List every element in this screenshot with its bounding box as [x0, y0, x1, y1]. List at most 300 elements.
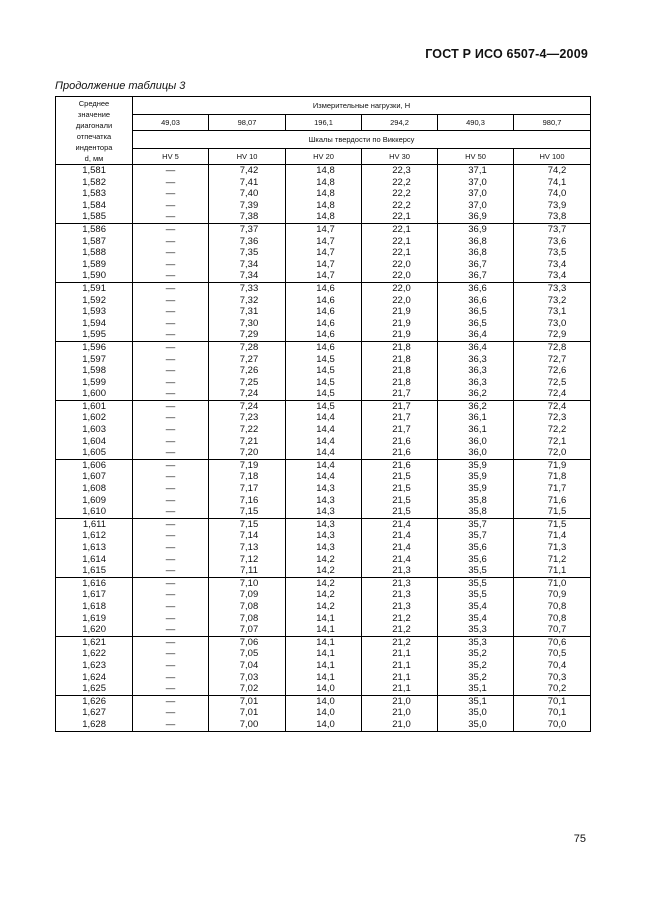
table-row-group: [56, 341, 591, 400]
value-hv20: 14,5: [316, 353, 335, 365]
cell-hv30: [362, 636, 438, 695]
scale-header: HV 10: [209, 149, 286, 165]
value-hv50: 35,6: [468, 553, 487, 565]
value-hv10: 7,21: [239, 435, 259, 447]
cell-hv5: [133, 459, 209, 518]
value-hv5: —: [165, 636, 176, 648]
value-hv100: 70,3: [547, 671, 567, 683]
value-d: 1,612: [82, 530, 106, 542]
value-d: 1,621: [82, 636, 106, 648]
document-standard-header: ГОСТ Р ИСО 6507-4—2009: [425, 47, 588, 61]
value-hv100: 70,8: [547, 612, 567, 624]
value-hv20: 14,6: [316, 282, 335, 294]
value-d: 1,601: [82, 400, 106, 412]
cell-hv30: [362, 459, 438, 518]
value-hv50: 35,6: [468, 542, 487, 553]
value-d: 1,628: [82, 718, 106, 730]
value-hv100: 73,0: [547, 317, 567, 329]
load-header: 490,3: [438, 115, 514, 131]
cell-hv5: [133, 223, 209, 282]
value-hv100: 73,4: [547, 270, 567, 282]
value-hv50: 36,5: [468, 306, 487, 318]
value-hv10: 7,28: [239, 341, 259, 353]
value-hv5: —: [165, 530, 176, 542]
value-hv30: 21,6: [392, 447, 411, 459]
value-hv100: 72,5: [547, 376, 567, 388]
value-hv10: 7,34: [239, 270, 259, 282]
value-hv20: 14,5: [316, 400, 335, 412]
value-hv100: 70,8: [547, 600, 567, 612]
value-d: 1,606: [82, 459, 106, 471]
value-hv100: 73,9: [547, 199, 567, 211]
value-hv10: 7,15: [239, 506, 259, 518]
cell-hv10: [209, 223, 286, 282]
value-hv100: 73,4: [547, 258, 567, 270]
cell-hv100: [514, 518, 591, 577]
table-row-group: [56, 400, 591, 459]
cell-hv20: [286, 695, 362, 731]
value-hv20: 14,2: [316, 565, 335, 577]
value-hv10: 7,18: [239, 471, 259, 483]
value-hv20: 14,6: [316, 294, 335, 306]
table-row-group: [56, 165, 591, 224]
value-hv100: 71,3: [547, 542, 567, 553]
value-hv30: 21,5: [392, 506, 411, 518]
value-hv5: —: [165, 671, 176, 683]
value-hv50: 35,1: [468, 695, 487, 707]
value-hv50: 35,4: [468, 612, 487, 624]
cell-hv100: [514, 223, 591, 282]
value-hv5: —: [165, 589, 176, 601]
value-hv20: 14,7: [316, 270, 335, 282]
value-hv100: 72,0: [547, 447, 567, 459]
value-hv20: 14,4: [316, 435, 335, 447]
value-hv100: 72,4: [547, 388, 567, 400]
value-hv50: 35,4: [468, 600, 487, 612]
cell-hv100: [514, 400, 591, 459]
value-hv30: 21,4: [392, 542, 411, 553]
value-hv50: 35,3: [468, 636, 487, 648]
table-row-group: [56, 459, 591, 518]
value-hv30: 22,0: [392, 258, 411, 270]
value-hv10: 7,14: [239, 530, 259, 542]
cell-d: [56, 341, 133, 400]
value-hv10: 7,01: [239, 695, 259, 707]
value-hv100: 70,5: [547, 648, 567, 660]
value-hv30: 21,7: [392, 424, 411, 436]
value-hv50: 36,9: [468, 211, 487, 223]
value-hv10: 7,42: [239, 165, 259, 176]
value-hv5: —: [165, 577, 176, 589]
value-hv100: 72,9: [547, 329, 567, 341]
value-hv10: 7,00: [239, 718, 259, 730]
cell-hv30: [362, 518, 438, 577]
value-hv5: —: [165, 211, 176, 223]
value-hv5: —: [165, 294, 176, 306]
value-hv30: 21,0: [392, 707, 411, 719]
value-hv20: 14,5: [316, 365, 335, 377]
cell-hv100: [514, 282, 591, 341]
value-hv100: 71,4: [547, 530, 567, 542]
value-hv50: 37,0: [468, 176, 487, 188]
cell-hv20: [286, 165, 362, 224]
value-hv100: 72,8: [547, 341, 567, 353]
value-hv100: 70,0: [547, 718, 567, 730]
value-hv30: 21,1: [392, 648, 411, 660]
value-d: 1,622: [82, 648, 106, 660]
value-d: 1,617: [82, 589, 106, 601]
cell-hv10: [209, 636, 286, 695]
value-hv10: 7,15: [239, 518, 259, 530]
value-hv100: 71,8: [547, 471, 567, 483]
cell-d: [56, 223, 133, 282]
value-hv5: —: [165, 435, 176, 447]
value-hv50: 35,3: [468, 624, 487, 636]
value-hv20: 14,3: [316, 518, 335, 530]
value-hv5: —: [165, 707, 176, 719]
value-hv50: 35,9: [468, 459, 487, 471]
value-hv10: 7,41: [239, 176, 259, 188]
value-d: 1,609: [82, 494, 106, 506]
value-hv20: 14,6: [316, 317, 335, 329]
value-hv20: 14,6: [316, 306, 335, 318]
value-hv10: 7,32: [239, 294, 259, 306]
value-hv5: —: [165, 188, 176, 200]
value-hv5: —: [165, 199, 176, 211]
value-hv10: 7,03: [239, 671, 259, 683]
value-hv30: 22,1: [392, 235, 411, 247]
cell-hv5: [133, 341, 209, 400]
cell-hv10: [209, 518, 286, 577]
scale-header: HV 100: [514, 149, 591, 165]
value-hv100: 72,6: [547, 365, 567, 377]
cell-hv100: [514, 165, 591, 224]
value-hv20: 14,8: [316, 211, 335, 223]
value-hv10: 7,25: [239, 376, 259, 388]
value-hv100: 70,6: [547, 636, 567, 648]
value-hv5: —: [165, 270, 176, 282]
cell-hv5: [133, 577, 209, 636]
value-hv50: 35,2: [468, 648, 487, 660]
value-hv30: 21,5: [392, 494, 411, 506]
value-hv100: 71,0: [547, 577, 567, 589]
table-row-group: [56, 518, 591, 577]
value-d: 1,624: [82, 671, 106, 683]
value-hv100: 71,7: [547, 483, 567, 495]
value-hv5: —: [165, 471, 176, 483]
value-hv50: 35,0: [468, 718, 487, 730]
value-hv5: —: [165, 176, 176, 188]
value-hv20: 14,3: [316, 506, 335, 518]
value-d: 1,610: [82, 506, 106, 518]
value-hv5: —: [165, 317, 176, 329]
value-hv10: 7,31: [239, 306, 259, 318]
scale-header: HV 5: [133, 149, 209, 165]
value-hv50: 36,3: [468, 365, 487, 377]
cell-hv100: [514, 341, 591, 400]
value-hv30: 21,2: [392, 624, 411, 636]
value-hv10: 7,08: [239, 612, 259, 624]
value-hv50: 35,8: [468, 506, 487, 518]
value-hv50: 36,1: [468, 412, 487, 424]
value-hv50: 37,0: [468, 199, 487, 211]
value-hv5: —: [165, 388, 176, 400]
value-d: 1,611: [82, 518, 106, 530]
value-hv30: 21,5: [392, 471, 411, 483]
cell-d: [56, 695, 133, 731]
value-hv100: 72,1: [547, 435, 567, 447]
cell-hv20: [286, 400, 362, 459]
value-hv5: —: [165, 459, 176, 471]
load-header: 49,03: [133, 115, 209, 131]
diagonal-header: Среднее значение диагонали отпечатка индентора d, мм: [56, 97, 133, 165]
value-hv20: 14,2: [316, 600, 335, 612]
cell-hv5: [133, 695, 209, 731]
load-header: 980,7: [514, 115, 591, 131]
value-hv10: 7,38: [239, 211, 259, 223]
value-hv5: —: [165, 553, 176, 565]
value-hv50: 35,1: [468, 683, 487, 695]
value-hv10: 7,10: [239, 577, 259, 589]
value-hv20: 14,2: [316, 553, 335, 565]
value-hv20: 14,7: [316, 235, 335, 247]
load-header: 98,07: [209, 115, 286, 131]
value-hv30: 21,8: [392, 376, 411, 388]
value-hv50: 36,6: [468, 282, 487, 294]
value-hv10: 7,12: [239, 553, 259, 565]
value-hv50: 36,7: [468, 270, 487, 282]
cell-d: [56, 282, 133, 341]
cell-hv5: [133, 400, 209, 459]
value-hv30: 22,1: [392, 247, 411, 259]
value-hv100: 70,2: [547, 683, 567, 695]
value-hv50: 36,0: [468, 435, 487, 447]
value-hv50: 36,7: [468, 258, 487, 270]
value-hv30: 22,3: [392, 165, 411, 176]
value-hv5: —: [165, 648, 176, 660]
value-hv100: 72,7: [547, 353, 567, 365]
value-d: 1,588: [82, 247, 106, 259]
cell-d: [56, 400, 133, 459]
value-hv10: 7,05: [239, 648, 259, 660]
value-hv5: —: [165, 400, 176, 412]
value-hv30: 21,6: [392, 435, 411, 447]
value-hv5: —: [165, 659, 176, 671]
cell-hv10: [209, 341, 286, 400]
value-hv30: 22,0: [392, 282, 411, 294]
value-hv5: —: [165, 306, 176, 318]
value-d: 1,582: [82, 176, 106, 188]
value-d: 1,590: [82, 270, 106, 282]
value-hv5: —: [165, 518, 176, 530]
value-hv50: 37,1: [468, 165, 487, 176]
page-number: 75: [573, 833, 586, 845]
value-hv50: 35,9: [468, 483, 487, 495]
value-hv30: 21,8: [392, 341, 411, 353]
value-hv20: 14,5: [316, 388, 335, 400]
value-hv50: 35,5: [468, 589, 487, 601]
cell-hv5: [133, 282, 209, 341]
value-hv5: —: [165, 282, 176, 294]
value-hv100: 71,2: [547, 553, 567, 565]
value-hv5: —: [165, 683, 176, 695]
cell-hv10: [209, 577, 286, 636]
value-hv5: —: [165, 565, 176, 577]
value-hv50: 36,9: [468, 223, 487, 235]
cell-d: [56, 459, 133, 518]
value-hv5: —: [165, 341, 176, 353]
value-hv5: —: [165, 376, 176, 388]
value-hv5: —: [165, 223, 176, 235]
value-hv10: 7,30: [239, 317, 259, 329]
value-hv100: 72,3: [547, 412, 567, 424]
cell-hv5: [133, 636, 209, 695]
value-d: 1,581: [82, 165, 106, 176]
cell-d: [56, 577, 133, 636]
value-d: 1,583: [82, 188, 106, 200]
cell-hv50: [438, 341, 514, 400]
value-hv100: 73,7: [547, 223, 567, 235]
value-hv100: 70,1: [547, 695, 567, 707]
cell-hv30: [362, 223, 438, 282]
value-hv10: 7,19: [239, 459, 259, 471]
scales-title: Шкалы твердости по Виккерсу: [133, 131, 591, 149]
value-hv10: 7,24: [239, 388, 259, 400]
value-hv50: 35,5: [468, 577, 487, 589]
cell-hv30: [362, 282, 438, 341]
value-d: 1,605: [82, 447, 106, 459]
table-body: [56, 165, 591, 732]
cell-hv50: [438, 282, 514, 341]
value-d: 1,627: [82, 707, 106, 719]
value-hv20: 14,3: [316, 542, 335, 553]
value-hv30: 21,8: [392, 365, 411, 377]
value-d: 1,614: [82, 553, 106, 565]
value-hv30: 22,2: [392, 188, 411, 200]
value-d: 1,625: [82, 683, 106, 695]
cell-hv50: [438, 636, 514, 695]
cell-hv50: [438, 223, 514, 282]
cell-hv20: [286, 223, 362, 282]
value-hv30: 22,2: [392, 199, 411, 211]
value-d: 1,623: [82, 659, 106, 671]
value-hv100: 73,8: [547, 211, 567, 223]
load-header: 196,1: [286, 115, 362, 131]
value-hv30: 22,0: [392, 270, 411, 282]
table-row-group: [56, 695, 591, 731]
value-hv30: 21,4: [392, 553, 411, 565]
value-hv50: 36,0: [468, 447, 487, 459]
value-hv50: 35,8: [468, 494, 487, 506]
value-hv5: —: [165, 165, 176, 176]
value-hv30: 22,1: [392, 211, 411, 223]
cell-hv20: [286, 577, 362, 636]
value-hv10: 7,01: [239, 707, 259, 719]
cell-hv50: [438, 695, 514, 731]
cell-d: [56, 518, 133, 577]
value-hv5: —: [165, 247, 176, 259]
value-hv20: 14,0: [316, 718, 335, 730]
value-hv100: 71,5: [547, 506, 567, 518]
cell-hv50: [438, 165, 514, 224]
value-hv100: 74,1: [547, 176, 567, 188]
value-hv30: 21,7: [392, 412, 411, 424]
value-hv10: 7,22: [239, 424, 259, 436]
scale-header: HV 50: [438, 149, 514, 165]
cell-d: [56, 636, 133, 695]
value-hv50: 36,6: [468, 294, 487, 306]
value-hv30: 21,6: [392, 459, 411, 471]
value-hv50: 37,0: [468, 188, 487, 200]
table-row-group: [56, 577, 591, 636]
value-hv5: —: [165, 494, 176, 506]
value-hv30: 21,2: [392, 612, 411, 624]
cell-hv10: [209, 459, 286, 518]
value-hv100: 73,1: [547, 306, 567, 318]
cell-hv20: [286, 518, 362, 577]
cell-hv100: [514, 636, 591, 695]
value-d: 1,618: [82, 600, 106, 612]
value-hv100: 73,3: [547, 282, 567, 294]
table-caption: Продолжение таблицы 3: [55, 80, 186, 92]
value-d: 1,587: [82, 235, 106, 247]
value-hv20: 14,4: [316, 459, 335, 471]
cell-hv100: [514, 695, 591, 731]
value-hv100: 72,4: [547, 400, 567, 412]
value-hv10: 7,08: [239, 600, 259, 612]
cell-hv10: [209, 282, 286, 341]
value-hv100: 73,5: [547, 247, 567, 259]
value-hv10: 7,04: [239, 659, 259, 671]
value-hv100: 72,2: [547, 424, 567, 436]
value-hv20: 14,6: [316, 341, 335, 353]
value-hv50: 35,2: [468, 659, 487, 671]
value-hv30: 21,7: [392, 388, 411, 400]
value-d: 1,589: [82, 258, 106, 270]
value-d: 1,585: [82, 211, 106, 223]
value-hv30: 21,7: [392, 400, 411, 412]
value-hv5: —: [165, 542, 176, 553]
value-hv5: —: [165, 235, 176, 247]
value-hv10: 7,20: [239, 447, 259, 459]
value-hv10: 7,23: [239, 412, 259, 424]
value-hv20: 14,8: [316, 176, 335, 188]
value-hv10: 7,34: [239, 258, 259, 270]
value-hv10: 7,29: [239, 329, 259, 341]
value-hv5: —: [165, 447, 176, 459]
cell-hv50: [438, 459, 514, 518]
value-hv30: 21,9: [392, 329, 411, 341]
value-hv50: 36,3: [468, 353, 487, 365]
value-hv30: 22,2: [392, 176, 411, 188]
cell-hv20: [286, 459, 362, 518]
cell-hv20: [286, 282, 362, 341]
cell-hv30: [362, 577, 438, 636]
value-d: 1,620: [82, 624, 106, 636]
cell-hv20: [286, 636, 362, 695]
value-hv50: 36,3: [468, 376, 487, 388]
table-row-group: [56, 223, 591, 282]
value-hv10: 7,06: [239, 636, 259, 648]
value-hv20: 14,7: [316, 223, 335, 235]
value-d: 1,599: [82, 376, 106, 388]
value-hv20: 14,8: [316, 188, 335, 200]
value-hv30: 21,3: [392, 589, 411, 601]
value-hv50: 35,0: [468, 707, 487, 719]
value-hv100: 70,9: [547, 589, 567, 601]
cell-hv100: [514, 459, 591, 518]
cell-hv30: [362, 400, 438, 459]
